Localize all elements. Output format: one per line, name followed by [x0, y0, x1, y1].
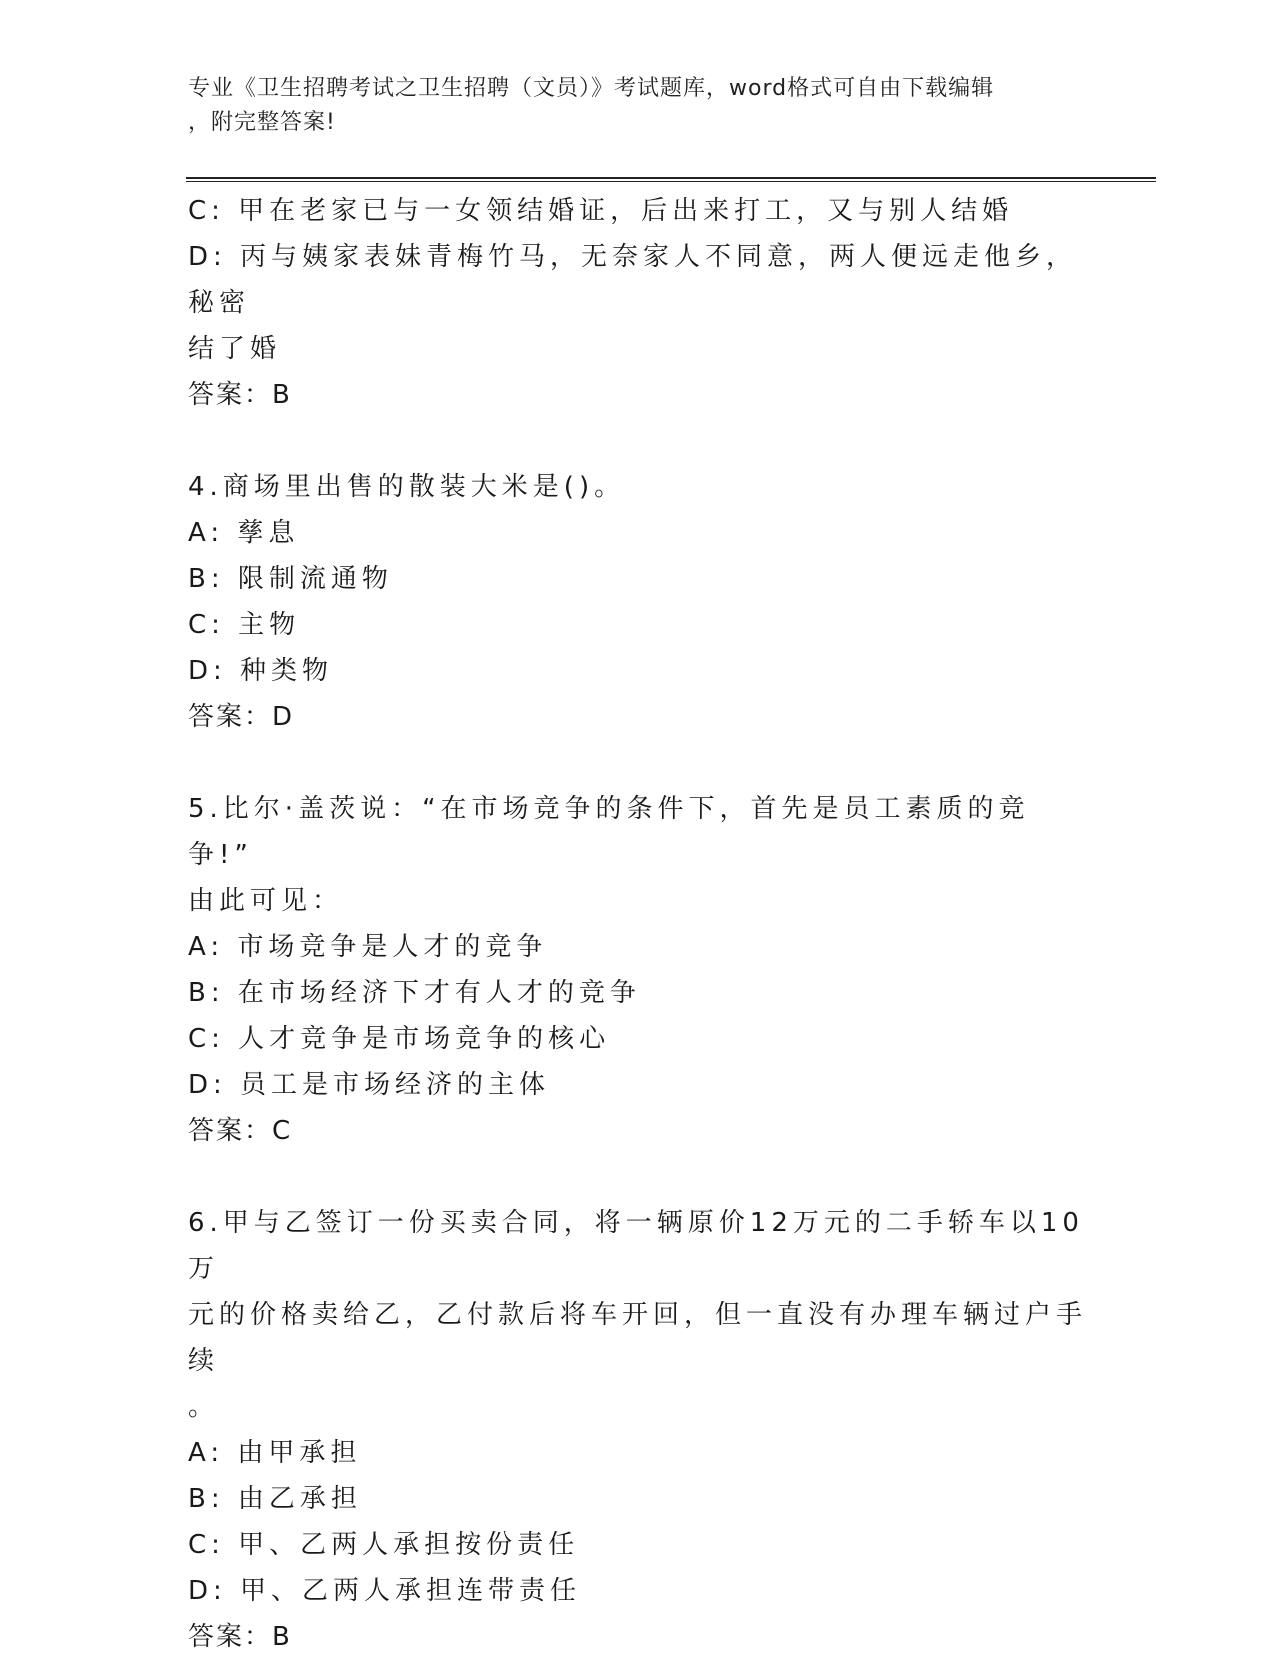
- answer: 答案：D: [188, 702, 295, 732]
- option-d: D: 种类物: [188, 656, 334, 686]
- question-stem-continued: 由此可见：: [188, 886, 344, 916]
- option-d: D: 丙与姨家表妹青梅竹马，无奈家人不同意，两人便远走他乡，秘密: [188, 242, 1078, 318]
- option-c: C: 甲、乙两人承担按份责任: [188, 1530, 580, 1560]
- option-a: A: 孳息: [188, 518, 300, 548]
- option-d: D: 甲、乙两人承担连带责任: [188, 1576, 582, 1606]
- spacer: [188, 1154, 1088, 1200]
- question-5: [188, 786, 1088, 1154]
- option-a: A: 市场竞争是人才的竞争: [188, 932, 548, 962]
- question-stem-continued: 元的价格卖给乙，乙付款后将车开回，但一直没有办理车辆过户手续: [188, 1300, 1088, 1376]
- question-stem: 6.甲与乙签订一份买卖合同，将一辆原价12万元的二手轿车以10万: [188, 1208, 1084, 1284]
- spacer: [188, 740, 1088, 786]
- question-stem-end: 。: [188, 1392, 220, 1422]
- option-b: B: 在市场经济下才有人才的竞争: [188, 978, 641, 1008]
- option-d-continued: 结了婚: [188, 334, 282, 364]
- header-title: 专业《卫生招聘考试之卫生招聘（文员）》考试题库，word格式可自由下载编辑: [188, 76, 995, 101]
- question-6: [188, 1200, 1088, 1660]
- option-c: C: 人才竞争是市场竞争的核心: [188, 1024, 611, 1054]
- answer: 答案：B: [188, 380, 292, 410]
- option-b: B: 限制流通物: [188, 564, 393, 594]
- document-header: [188, 72, 1068, 140]
- question-4: [188, 464, 1088, 740]
- option-c: C: 甲在老家已与一女领结婚证，后出来打工，又与别人结婚: [188, 196, 1014, 226]
- option-a: A: 由甲承担: [188, 1438, 362, 1468]
- header-divider: [186, 177, 1156, 182]
- question-3: [188, 188, 1088, 418]
- answer: 答案：B: [188, 1622, 292, 1652]
- question-stem: 5.比尔·盖茨说：“在市场竞争的条件下，首先是员工素质的竞争!”: [188, 794, 1030, 870]
- header-subtitle: ，附完整答案!: [188, 110, 336, 135]
- option-c: C: 主物: [188, 610, 301, 640]
- question-stem: 4.商场里出售的散装大米是()。: [188, 472, 626, 502]
- option-b: B: 由乙承担: [188, 1484, 362, 1514]
- option-d: D: 员工是市场经济的主体: [188, 1070, 551, 1100]
- answer: 答案：C: [188, 1116, 293, 1146]
- question-list: [188, 188, 1088, 1660]
- spacer: [188, 418, 1088, 464]
